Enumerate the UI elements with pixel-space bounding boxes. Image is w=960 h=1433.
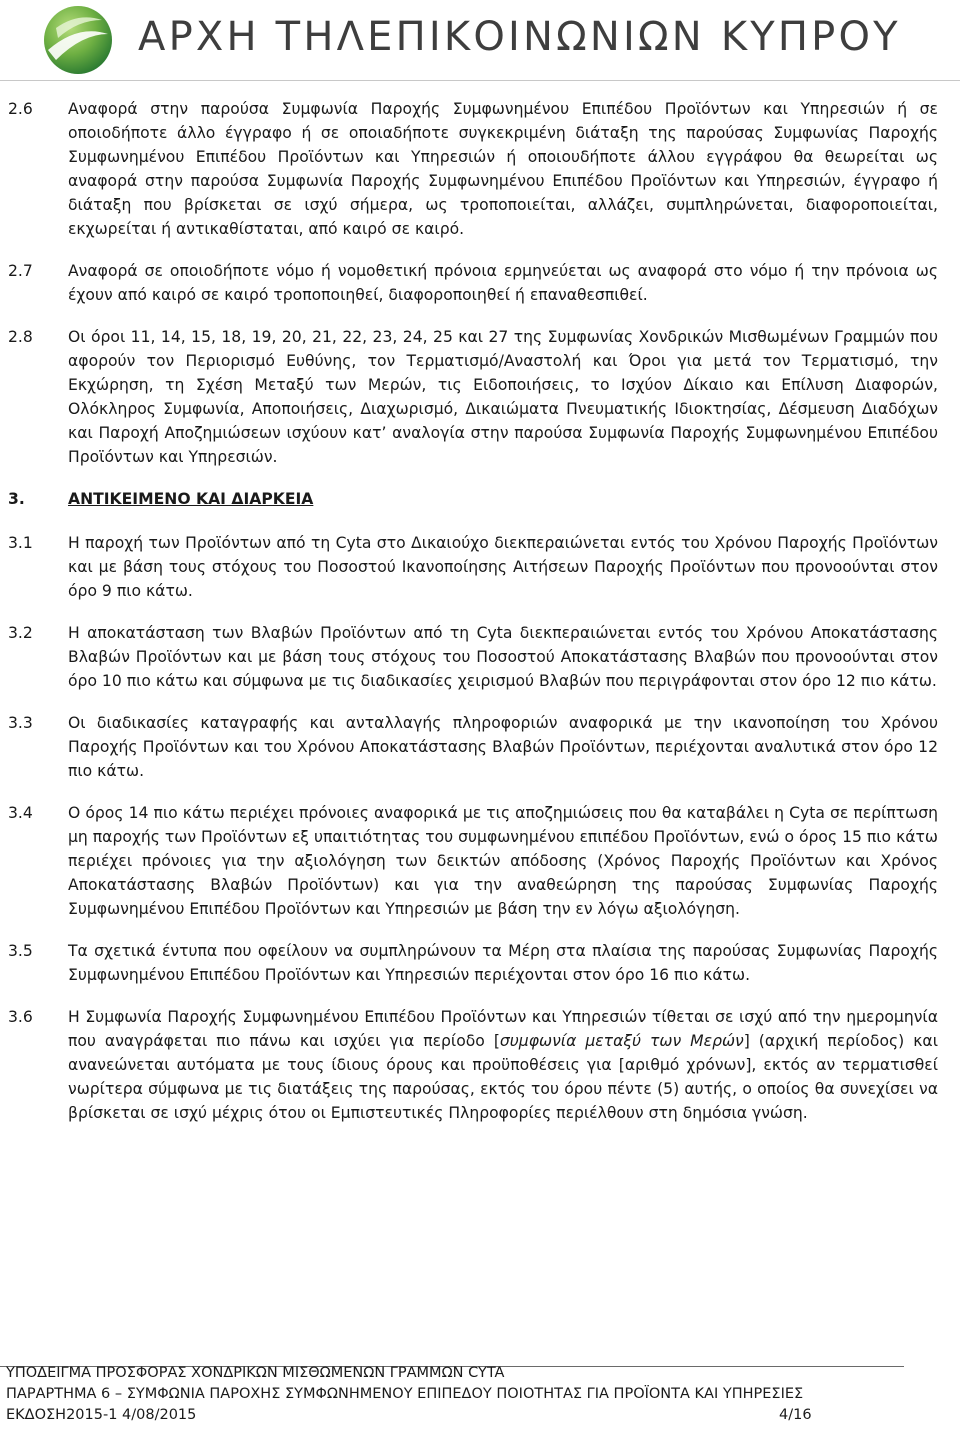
page-header <box>0 0 960 82</box>
page-footer <box>0 1363 960 1426</box>
clause-3-5 <box>0 939 960 987</box>
clause-text-start: Η Συμφωνία Παροχής Συμφωνημένου Επιπέδου Προϊόντων και Υπηρεσιών τίθεται σε ισχύ από την ημερομηνία που αναγράφεται πιο πάνω και ισχύει για περίοδο [ <box>68 1008 938 1050</box>
clause-text: Η αποκατάσταση των Βλαβών Προϊόντων από τη Cyta διεκπεραιώνεται εντός του Χρόνου Αποκατάστασης Βλαβών Προϊόντων και με βάση τους στόχους του Ποσοστού Αποκατάστασης Βλαβών που προνοούνται στον όρο 10 πιο κάτω και σύμφωνα με τις διαδικασίες χειρισμού Βλαβών που περιγράφονται στον όρο 12 πιο κάτω. <box>68 624 938 690</box>
footer-version: ΕΚΔΟΣΗ2015-1 4/08/2015 <box>6 1407 197 1423</box>
clause-3-3 <box>0 711 960 783</box>
clause-number: 2.7 <box>8 262 33 280</box>
authority-logo-icon <box>42 4 114 76</box>
clause-text: Η παροχή των Προϊόντων από τη Cyta στο Δικαιούχο διεκπεραιώνεται εντός του Χρόνου Παροχής Προϊόντων και με βάση τους στόχους του Ποσοστού Ικανοποίησης Αιτήσεων Παροχής Προϊόντων που προνοούνται στον όρο 9 πιο κάτω. <box>68 534 938 600</box>
clause-2-8 <box>0 325 960 469</box>
footer-document-title: ΥΠΟΔΕΙΓΜΑ ΠΡΟΣΦΟΡΑΣ ΧΟΝΔΡΙΚΩΝ ΜΙΣΘΩΜΕΝΩΝ ΓΡΑΜΜΩΝ CYTA <box>6 1365 505 1381</box>
section-title: ΑΝΤΙΚΕΙΜΕΝΟ ΚΑΙ ΔΙΑΡΚΕΙΑ <box>68 490 314 508</box>
clause-text: Οι διαδικασίες καταγραφής και ανταλλαγής πληροφοριών αναφορικά με την ικανοποίηση του Χρόνου Παροχής Προϊόντων και του Χρόνου Αποκατάστασης Βλαβών Προϊόντων, περιέχονται αναλυτικά στον όρο 12 πιο κάτω. <box>68 714 938 780</box>
header-divider <box>0 80 960 81</box>
clause-number: 3.4 <box>8 804 33 822</box>
clause-3-4 <box>0 801 960 921</box>
clause-text: Οι όροι 11, 14, 15, 18, 19, 20, 21, 22, 23, 24, 25 και 27 της Συμφωνίας Χονδρικών Μισθωμένων Γραμμών που αφορούν τον Περιορισμό Ευθύνης, τον Τερματισμό/Αναστολή και Όροι για μετά τον Τερματισμό, την Εκχώρηση, τη Σχέση Μεταξύ των Μερών, τις Ειδοποιήσεις, το Ισχύον Δίκαιο και Επίλυση Διαφορών, Ολόκληρος Συμφωνία, Αποποιήσεις, Διαχωρισμό, Δικαιώματα Πνευματικής Ιδιοκτησίας, Δέσμευση Διαδόχων και Παροχή Αποζημιώσεων ισχύουν κατ’ αναλογία στην παρούσα Συμφωνία Παροχής Συμφωνημένου Επιπέδου Προϊόντων και Υπηρεσιών. <box>68 328 938 466</box>
clause-text: Αναφορά σε οποιοδήποτε νόμο ή νομοθετική πρόνοια ερμηνεύεται ως αναφορά στο νόμο ή την πρόνοια ως έχουν από καιρό σε καιρό τροποποιηθεί, διαφοροποιηθεί ή επαναθεσπιθεί. <box>68 262 938 304</box>
page-number: 4/16 <box>779 1407 812 1423</box>
section-heading <box>0 487 960 511</box>
clause-number: 3.6 <box>8 1008 33 1026</box>
clause-text: Αναφορά στην παρούσα Συμφωνία Παροχής Συμφωνημένου Επιπέδου Προϊόντων και Υπηρεσιών ή σε οποιοδήποτε άλλο έγγραφο ή σε οποιαδήποτε συγκεκριμένη διάταξη της παρούσας Συμφωνίας Παροχής Συμφωνημένου Επιπέδου Προϊόντων και Υπηρεσιών ή οποιουδήποτε άλλου εγγράφου θα θεωρείται ως αναφορά στην παρούσα Συμφωνία Παροχής Συμφωνημένου Επιπέδου Προϊόντων και Υπηρεσιών, έγγραφο ή διάταξη που βρίσκεται σε ισχύ σήμερα, ως τροποποιείται, αλλάζει, συμπληρώνεται, διαφοροποιείται, εκχωρείται ή αντικαθίσταται, από καιρό σε καιρό. <box>68 100 938 238</box>
clause-number: 3.1 <box>8 534 33 552</box>
clause-text: Τα σχετικά έντυπα που οφείλουν να συμπληρώνουν τα Μέρη στα πλαίσια της παρούσας Συμφωνίας Παροχής Συμφωνημένου Επιπέδου Προϊόντων και Υπηρεσιών περιέχονται στον όρο 16 πιο κάτω. <box>68 942 938 984</box>
clause-2-7 <box>0 259 960 307</box>
authority-name: ΑΡΧΗ ΤΗΛΕΠΙΚΟΙΝΩΝΙΩΝ ΚΥΠΡΟΥ <box>138 14 901 60</box>
clause-number: 3.5 <box>8 942 33 960</box>
clause-number: 2.8 <box>8 328 33 346</box>
section-number: 3. <box>8 490 25 508</box>
footer-version-line <box>0 1405 960 1426</box>
clause-3-1 <box>0 531 960 603</box>
clause-3-6 <box>0 1005 960 1125</box>
clause-text-end: ] (αρχική περίοδος) και ανανεώνεται αυτόματα με τους ίδιους όρους και προϋποθέσεις για [αριθμό χρόνων], εκτός αν τερματισθεί νωρίτερα σύμφωνα με τις διατάξεις της παρούσας, εκτός του όρου πέντε (5) αυτής, ο οποίος θα συνεχίσει να βρίσκεται σε ισχύ μέχρις ότου οι Εμπιστευτικές Πληροφορίες περιέλθουν στη δημόσια γνώση. <box>68 1032 938 1122</box>
clause-text <box>68 1005 938 1125</box>
clause-number: 3.3 <box>8 714 33 732</box>
agreement-period-placeholder: συμφωνία μεταξύ των Μερών <box>499 1032 744 1050</box>
clause-number: 2.6 <box>8 100 33 118</box>
clause-3-2 <box>0 621 960 693</box>
clause-text: Ο όρος 14 πιο κάτω περιέχει πρόνοιες αναφορικά με τις αποζημιώσεις που θα καταβάλει η Cyta σε περίπτωση μη παροχής των Προϊόντων εξ υπαιτιότητας του συμφωνημένου επιπέδου Προϊόντων, ενώ ο όρος 15 πιο κάτω περιέχει πρόνοιες για την αξιολόγηση των δεικτών απόδοσης (Χρόνος Παροχής Προϊόντων και Χρόνος Αποκατάστασης Βλαβών Προϊόντων) και για την αναθεώρηση της παρούσας Συμφωνίας Παροχής Συμφωνημένου Επιπέδου Προϊόντων και Υπηρεσιών με βάση την εν λόγω αξιολόγηση. <box>68 804 938 918</box>
clause-number: 3.2 <box>8 624 33 642</box>
document-body <box>0 97 960 1143</box>
footer-annex-title: ΠΑΡΑΡΤΗΜΑ 6 – ΣΥΜΦΩΝΙΑ ΠΑΡΟΧΗΣ ΣΥΜΦΩΝΗΜΕΝΟΥ ΕΠΙΠΕΔΟΥ ΠΟΙΟΤΗΤΑΣ ΓΙΑ ΠΡΟΪΟΝΤΑ ΚΑΙ ΥΠΗΡΕΣΙΕΣ <box>6 1386 804 1402</box>
clause-2-6 <box>0 97 960 241</box>
